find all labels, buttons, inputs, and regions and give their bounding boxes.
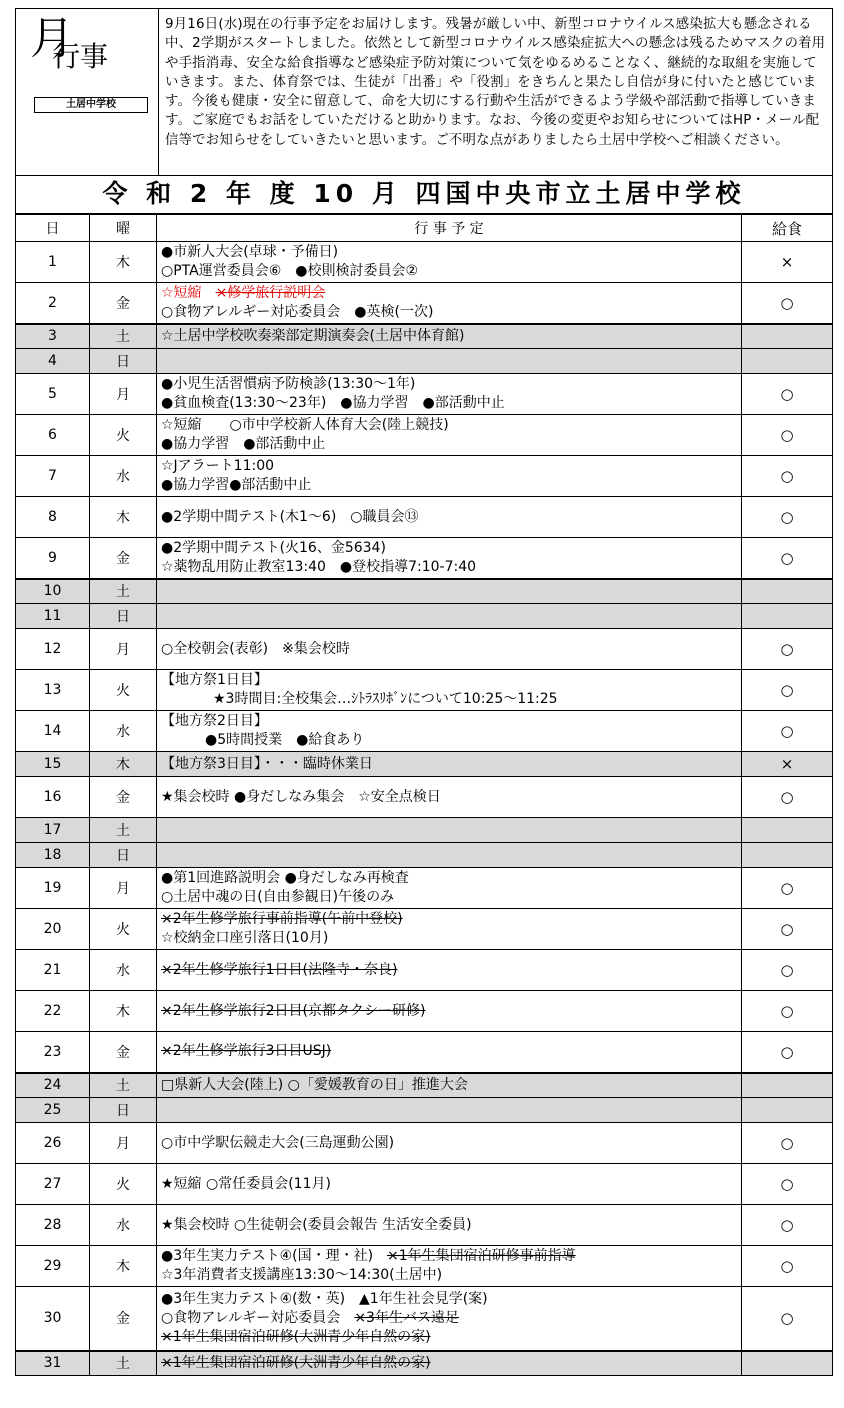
event-line xyxy=(161,731,741,750)
notice-text: 9月16日(水)現在の行事予定をお届けします。残暑が厳しい中、新型コロナウイルス感染拡大も懸念される中、2学期がスタートしました。依然として新型コロナウイルス感染症拡大への懸念は残るためマスクの着用や手指消毒、安全な給食指導など感染症予防対策について気をゆるめることなく、継続的な取組を実施していきます。また、体育祭では、生徒が「出番」や「役割」をきちんと果たし自信が身に付いたと感じています。今後も健康・安全に留意して、命を大切にする行動や生活ができるよう学級や部活動で指導していきます。ご家庭でもお話をしていただけると助かります。なお、今後の変更やお知らせについてはHP・メール配信等でお知らせをしていきたいと思います。ご不明な点がありましたら土居中学校へご相談ください。 xyxy=(165,17,826,148)
lunch-cell xyxy=(742,1351,833,1376)
event-text: ★短縮 ○常任委員会(11月) xyxy=(161,1175,331,1192)
table-row xyxy=(16,1287,833,1351)
weekday-cell: 火 xyxy=(90,1164,157,1205)
event-text: ×2年生修学旅行3日目USJ) xyxy=(161,1043,332,1060)
event-text: ○土居中魂の日(自由参観日)午後のみ xyxy=(161,889,395,905)
table-row xyxy=(16,868,833,909)
page-title: 令 和 2 年 度 10 月 四国中央市立土居中学校 xyxy=(15,176,833,214)
day-cell: 18 xyxy=(16,843,90,868)
calendar-sheet xyxy=(15,8,833,1376)
event-line xyxy=(161,788,741,807)
table-row xyxy=(16,579,833,604)
events-cell xyxy=(157,1073,742,1098)
day-cell: 22 xyxy=(16,991,90,1032)
day-cell: 19 xyxy=(16,868,90,909)
events-cell xyxy=(157,711,742,752)
lunch-cell xyxy=(742,843,833,868)
table-row xyxy=(16,283,833,324)
table-row xyxy=(16,324,833,349)
lunch-cell xyxy=(742,349,833,374)
lunch-cell: ○ xyxy=(742,670,833,711)
lunch-cell xyxy=(742,324,833,349)
events-cell xyxy=(157,1205,742,1246)
events-cell xyxy=(157,283,742,324)
table-row xyxy=(16,1073,833,1098)
event-line xyxy=(161,416,741,435)
lunch-cell: ○ xyxy=(742,868,833,909)
event-text: ★集会校時 ○生徒朝会(委員会報告 生活安全委員) xyxy=(161,1216,472,1233)
weekday-cell: 金 xyxy=(90,1032,157,1073)
table-row xyxy=(16,991,833,1032)
day-cell: 4 xyxy=(16,349,90,374)
event-line xyxy=(161,303,741,322)
event-line xyxy=(161,1309,741,1328)
events-cell xyxy=(157,1287,742,1351)
event-text: ☆Jアラート11:00 xyxy=(161,458,275,474)
event-line xyxy=(161,1247,741,1266)
event-text: ●協力学習 ●部活動中止 xyxy=(161,436,326,452)
table-row xyxy=(16,629,833,670)
weekday-cell: 土 xyxy=(90,1351,157,1376)
table-row xyxy=(16,950,833,991)
weekday-cell: 水 xyxy=(90,456,157,497)
table-row xyxy=(16,1351,833,1376)
lunch-cell: ○ xyxy=(742,1123,833,1164)
event-line xyxy=(161,457,741,476)
day-cell: 25 xyxy=(16,1098,90,1123)
weekday-cell: 土 xyxy=(90,1073,157,1098)
weekday-cell: 木 xyxy=(90,1246,157,1287)
lunch-cell: ○ xyxy=(742,497,833,538)
table-row xyxy=(16,374,833,415)
table-row xyxy=(16,1205,833,1246)
day-cell: 9 xyxy=(16,538,90,579)
event-text: ×2年生修学旅行事前指導(午前中登校) xyxy=(161,911,403,927)
event-line xyxy=(161,1002,741,1021)
event-text: ☆3年消費者支援講座13:30～14:30(土居中) xyxy=(161,1267,443,1283)
table-row xyxy=(16,843,833,868)
weekday-cell: 月 xyxy=(90,1123,157,1164)
event-line xyxy=(161,1042,741,1061)
event-text: ●第1回進路説明会 ●身だしなみ再検査 xyxy=(161,870,409,886)
logo-school-name: 土居中学校 xyxy=(34,97,148,113)
events-cell xyxy=(157,604,742,629)
event-line xyxy=(161,508,741,527)
event-text: ×2年生修学旅行2日目(京都タクシー研修) xyxy=(161,1002,426,1019)
event-line xyxy=(161,1290,741,1309)
weekday-cell: 日 xyxy=(90,1098,157,1123)
lunch-cell: ○ xyxy=(742,711,833,752)
day-cell: 24 xyxy=(16,1073,90,1098)
event-line xyxy=(161,961,741,980)
day-cell: 23 xyxy=(16,1032,90,1073)
day-cell: 15 xyxy=(16,752,90,777)
event-line xyxy=(161,375,741,394)
weekday-cell: 水 xyxy=(90,950,157,991)
event-line xyxy=(161,1134,741,1153)
event-text: ○食物アレルギー対応委員会 ●英検(一次) xyxy=(161,303,434,320)
event-line xyxy=(161,888,741,907)
event-line xyxy=(161,755,741,774)
day-cell: 21 xyxy=(16,950,90,991)
event-text: ●貧血検査(13:30～23年) ●協力学習 ●部活動中止 xyxy=(161,395,505,411)
event-line xyxy=(161,243,741,262)
weekday-cell: 日 xyxy=(90,604,157,629)
events-cell xyxy=(157,629,742,670)
col-header-lunch: 給食 xyxy=(742,215,833,242)
events-cell xyxy=(157,950,742,991)
event-line xyxy=(161,712,741,731)
event-text: ●2学期中間テスト(火16、金5634) xyxy=(161,539,386,556)
event-line xyxy=(161,327,741,346)
col-header-weekday: 曜 xyxy=(90,215,157,242)
event-text: ×3年生バス遠足 xyxy=(354,1309,459,1326)
events-cell xyxy=(157,818,742,843)
event-line xyxy=(161,1175,741,1194)
event-text: ☆校納金口座引落日(10月) xyxy=(161,930,329,946)
lunch-cell: × xyxy=(742,752,833,777)
events-cell xyxy=(157,777,742,818)
events-cell xyxy=(157,670,742,711)
weekday-cell: 日 xyxy=(90,843,157,868)
event-text: ○食物アレルギー対応委員会 xyxy=(161,1309,355,1326)
events-cell xyxy=(157,415,742,456)
day-cell: 31 xyxy=(16,1351,90,1376)
day-cell: 7 xyxy=(16,456,90,497)
day-cell: 26 xyxy=(16,1123,90,1164)
table-row xyxy=(16,349,833,374)
events-cell xyxy=(157,579,742,604)
table-row xyxy=(16,415,833,456)
event-text: ×1年生集団宿泊研修事前指導 xyxy=(387,1248,576,1264)
events-cell xyxy=(157,868,742,909)
event-line xyxy=(161,929,741,948)
weekday-cell: 土 xyxy=(90,324,157,349)
events-cell xyxy=(157,1032,742,1073)
lunch-cell: ○ xyxy=(742,415,833,456)
table-row xyxy=(16,1246,833,1287)
day-cell: 16 xyxy=(16,777,90,818)
event-line xyxy=(161,1328,741,1347)
day-cell: 1 xyxy=(16,242,90,283)
weekday-cell: 土 xyxy=(90,818,157,843)
event-line xyxy=(161,869,741,888)
event-text: ☆薬物乱用防止教室13:40 ●登校指導7:10-7:40 xyxy=(161,558,477,575)
lunch-cell: ○ xyxy=(742,950,833,991)
weekday-cell: 水 xyxy=(90,1205,157,1246)
events-cell xyxy=(157,349,742,374)
events-cell xyxy=(157,324,742,349)
col-header-events: 行 事 予 定 xyxy=(157,215,742,242)
event-line xyxy=(161,671,741,690)
events-cell xyxy=(157,1164,742,1205)
schedule-body xyxy=(16,242,833,1376)
col-header-day: 日 xyxy=(16,215,90,242)
event-text: □県新人大会(陸上) ○「愛媛教育の日」推進大会 xyxy=(161,1076,468,1093)
event-line xyxy=(161,394,741,413)
event-text: ×1年生集団宿泊研修(大洲青少年自然の家) xyxy=(161,1354,431,1371)
table-row xyxy=(16,242,833,283)
table-row xyxy=(16,777,833,818)
event-text: ●2学期中間テスト(木1～6) ○職員会⑬ xyxy=(161,508,419,525)
events-cell xyxy=(157,538,742,579)
events-cell xyxy=(157,456,742,497)
events-cell xyxy=(157,1123,742,1164)
weekday-cell: 木 xyxy=(90,242,157,283)
day-cell: 8 xyxy=(16,497,90,538)
event-text: ●市新人大会(卓球・予備日) xyxy=(161,244,339,260)
lunch-cell xyxy=(742,1073,833,1098)
table-row xyxy=(16,1123,833,1164)
lunch-cell: ○ xyxy=(742,1032,833,1073)
weekday-cell: 日 xyxy=(90,349,157,374)
lunch-cell xyxy=(742,579,833,604)
logo-box xyxy=(16,9,159,175)
weekday-cell: 土 xyxy=(90,579,157,604)
event-text: ○PTA運営委員会⑥ ●校則検討委員会② xyxy=(161,263,419,279)
table-row xyxy=(16,1098,833,1123)
event-text: ×修学旅行説明会 xyxy=(215,284,326,301)
event-line xyxy=(161,435,741,454)
day-cell: 12 xyxy=(16,629,90,670)
event-text: 【地方祭1日目】 xyxy=(161,672,268,688)
event-text: ●3年生実力テスト④(国・理・社) xyxy=(161,1248,388,1264)
weekday-cell: 月 xyxy=(90,868,157,909)
events-cell xyxy=(157,991,742,1032)
events-cell xyxy=(157,374,742,415)
lunch-cell: ○ xyxy=(742,991,833,1032)
event-text: ●小児生活習慣病予防検診(13:30～1年) xyxy=(161,376,416,392)
event-text: ★集会校時 ●身だしなみ集会 ☆安全点検日 xyxy=(161,788,441,805)
lunch-cell: ○ xyxy=(742,538,833,579)
day-cell: 28 xyxy=(16,1205,90,1246)
lunch-cell: ○ xyxy=(742,909,833,950)
event-text: 【地方祭2日目】 xyxy=(161,713,268,729)
table-row xyxy=(16,1164,833,1205)
table-row xyxy=(16,456,833,497)
lunch-cell: ○ xyxy=(742,1205,833,1246)
weekday-cell: 金 xyxy=(90,1287,157,1351)
event-text: ★3時間目:全校集会…ｼﾄﾗｽﾘﾎﾞﾝについて10:25～11:25 xyxy=(213,691,558,707)
lunch-cell xyxy=(742,1098,833,1123)
logo-events-glyph: 行事 xyxy=(52,40,109,73)
header xyxy=(15,8,833,176)
events-cell xyxy=(157,242,742,283)
table-header-row xyxy=(16,215,833,242)
day-cell: 11 xyxy=(16,604,90,629)
weekday-cell: 木 xyxy=(90,497,157,538)
lunch-cell: × xyxy=(742,242,833,283)
weekday-cell: 水 xyxy=(90,711,157,752)
day-cell: 2 xyxy=(16,283,90,324)
events-cell xyxy=(157,497,742,538)
weekday-cell: 月 xyxy=(90,374,157,415)
weekday-cell: 火 xyxy=(90,670,157,711)
event-line xyxy=(161,910,741,929)
events-cell xyxy=(157,1246,742,1287)
event-text: ○全校朝会(表彰) ※集会校時 xyxy=(161,640,350,657)
lunch-cell xyxy=(742,818,833,843)
weekday-cell: 金 xyxy=(90,777,157,818)
lunch-cell: ○ xyxy=(742,1246,833,1287)
weekday-cell: 木 xyxy=(90,752,157,777)
weekday-cell: 金 xyxy=(90,283,157,324)
event-text: ×2年生修学旅行1日目(法隆寺・奈良) xyxy=(161,961,398,978)
table-row xyxy=(16,818,833,843)
day-cell: 10 xyxy=(16,579,90,604)
lunch-cell: ○ xyxy=(742,1287,833,1351)
event-text: ☆土居中学校吹奏楽部定期演奏会(土居中体育館) xyxy=(161,327,465,344)
weekday-cell: 金 xyxy=(90,538,157,579)
event-text: ○市中学駅伝競走大会(三島運動公園) xyxy=(161,1134,395,1151)
day-cell: 13 xyxy=(16,670,90,711)
event-text: 【地方祭3日目】・・・臨時休業日 xyxy=(161,755,373,772)
lunch-cell xyxy=(742,604,833,629)
lunch-cell: ○ xyxy=(742,1164,833,1205)
event-line xyxy=(161,476,741,495)
event-text: ×1年生集団宿泊研修(大洲青少年自然の家) xyxy=(161,1328,431,1345)
day-cell: 17 xyxy=(16,818,90,843)
day-cell: 20 xyxy=(16,909,90,950)
lunch-cell: ○ xyxy=(742,456,833,497)
table-row xyxy=(16,497,833,538)
table-row xyxy=(16,752,833,777)
event-line xyxy=(161,539,741,558)
events-cell xyxy=(157,1351,742,1376)
lunch-cell: ○ xyxy=(742,777,833,818)
day-cell: 6 xyxy=(16,415,90,456)
table-row xyxy=(16,711,833,752)
events-cell xyxy=(157,843,742,868)
day-cell: 14 xyxy=(16,711,90,752)
event-line xyxy=(161,1266,741,1285)
day-cell: 5 xyxy=(16,374,90,415)
event-text: ●5時間授業 ●給食あり xyxy=(205,732,365,748)
lunch-cell: ○ xyxy=(742,374,833,415)
day-cell: 30 xyxy=(16,1287,90,1351)
event-text: ☆短縮 ○市中学校新人体育大会(陸上競技) xyxy=(161,417,449,433)
event-line xyxy=(161,690,741,709)
weekday-cell: 火 xyxy=(90,415,157,456)
event-text: ☆短縮 xyxy=(161,284,216,301)
schedule-table xyxy=(15,214,833,1376)
table-row xyxy=(16,538,833,579)
lunch-cell: ○ xyxy=(742,629,833,670)
event-line xyxy=(161,262,741,281)
lunch-cell: ○ xyxy=(742,283,833,324)
weekday-cell: 火 xyxy=(90,909,157,950)
event-line xyxy=(161,558,741,577)
day-cell: 29 xyxy=(16,1246,90,1287)
event-line xyxy=(161,640,741,659)
event-line xyxy=(161,1076,741,1095)
events-cell xyxy=(157,909,742,950)
event-line xyxy=(161,284,741,303)
table-row xyxy=(16,670,833,711)
event-line xyxy=(161,1354,741,1373)
event-text: ●協力学習●部活動中止 xyxy=(161,477,312,493)
day-cell: 27 xyxy=(16,1164,90,1205)
event-line xyxy=(161,1216,741,1235)
weekday-cell: 木 xyxy=(90,991,157,1032)
events-cell xyxy=(157,1098,742,1123)
table-row xyxy=(16,604,833,629)
logo-month-glyph: 月 xyxy=(30,13,74,64)
events-cell xyxy=(157,752,742,777)
table-row xyxy=(16,909,833,950)
weekday-cell: 月 xyxy=(90,629,157,670)
day-cell: 3 xyxy=(16,324,90,349)
event-text: ●3年生実力テスト④(数・英) ▲1年生社会見学(案) xyxy=(161,1290,488,1307)
table-row xyxy=(16,1032,833,1073)
